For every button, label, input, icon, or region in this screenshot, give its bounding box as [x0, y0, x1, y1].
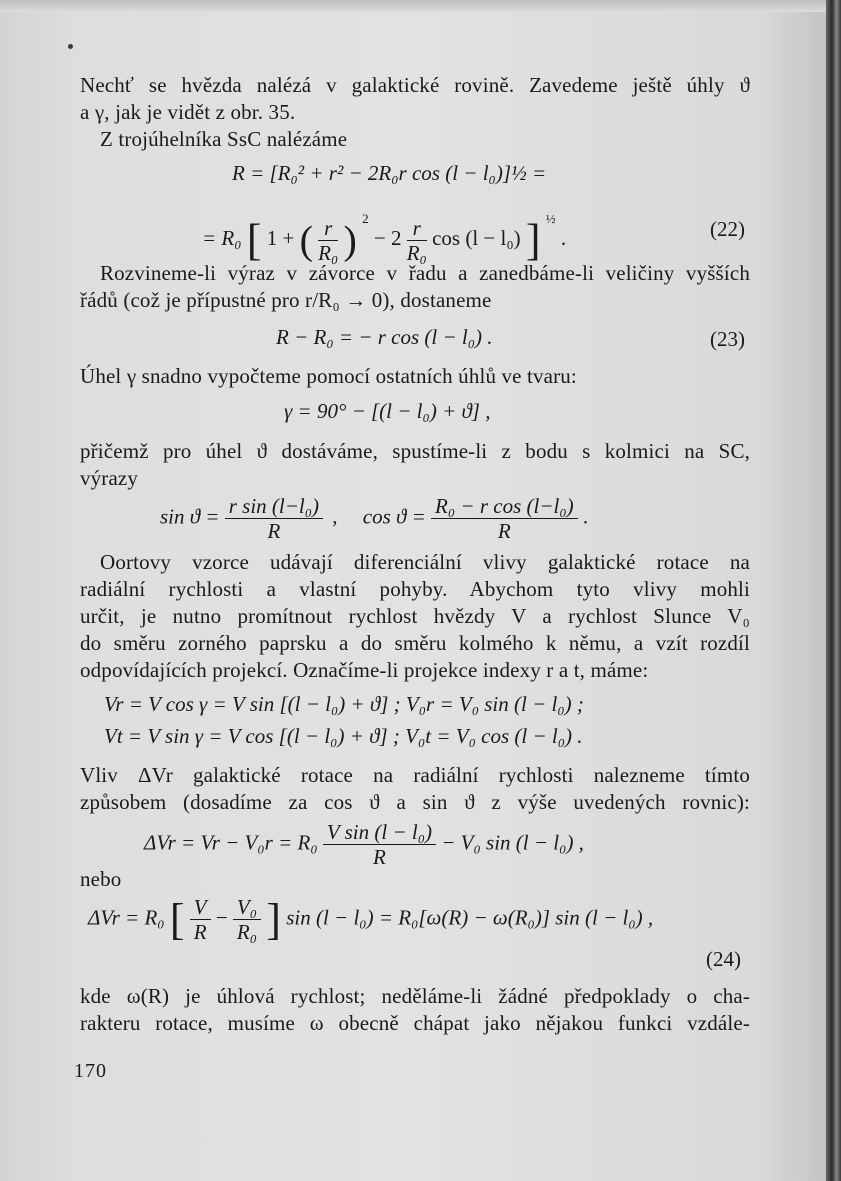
speck [68, 44, 73, 49]
equation-label: (23) [710, 327, 745, 351]
bracket-open: [ [169, 895, 185, 944]
frac-den: R [267, 519, 281, 543]
equation-22 [202, 205, 566, 265]
text-line: přičemž pro úhel ϑ dostáváme, spustíme-li z bodu s kolmici na SC, [80, 439, 750, 463]
text-line: způsobem (dosadíme za cos ϑ a sin ϑ z výše uvedených rovnic): [80, 790, 750, 814]
frac-den: R₀ [406, 240, 427, 265]
frac-den: R [497, 519, 511, 543]
equation-vr: Vr = V cos γ = V sin [(l − l₀) + ϑ] ; V₀r = V₀ sin (l − l₀) ; [104, 692, 584, 716]
eq-part: 1 + [266, 226, 295, 250]
page-number: 170 [74, 1060, 107, 1082]
text-line: do směru zorného paprsku a do směru kolmého k němu, a vzít rozdíl [80, 631, 750, 655]
eq-part: ΔVr = Vr − V₀r = R₀ [144, 830, 318, 855]
frac-num: V sin (l − l₀) [323, 820, 436, 845]
superscript: ½ [545, 211, 556, 226]
text-line: řádů (což je přípustné pro r/R₀ → 0), dostaneme [80, 288, 492, 312]
equation-r: R = [R₀² + r² − 2R₀r cos (l − l₀)]½ = [232, 161, 547, 185]
equation-24 [88, 895, 653, 944]
text-line: Nechť se hvězda nalézá v galaktické rovině. Zavedeme ještě úhly ϑ [80, 73, 750, 97]
frac-num: V₀ [233, 895, 261, 920]
equation-sin-cos [160, 494, 588, 543]
top-shadow [0, 0, 826, 12]
text-line: Úhel γ snadno vypočteme pomocí ostatních úhlů ve tvaru: [80, 364, 577, 388]
eq-part: − [215, 905, 228, 930]
eq-part: . [560, 226, 567, 250]
equation-gamma: γ = 90° − [(l − l₀) + ϑ] , [284, 399, 491, 423]
eq-part: cos ϑ = [362, 504, 426, 529]
equation-vt: Vt = V sin γ = V cos [(l − l₀) + ϑ] ; V₀t = V₀ cos (l − l₀) . [104, 724, 583, 748]
book-edge [826, 0, 841, 1181]
equation-label: (24) [706, 947, 741, 971]
frac-num: V [190, 895, 211, 920]
text-line: rakteru rotace, musíme ω obecně chápat jako nějakou funkci vzdále- [80, 1011, 750, 1035]
eq-part: sin ϑ = [160, 504, 220, 529]
eq-part: ΔVr = R₀ [88, 905, 165, 930]
frac-den: R₀ [236, 920, 258, 944]
text-line: nebo [80, 867, 122, 891]
text-line: Vliv ΔVr galaktické rotace na radiální rychlosti nalezneme tímto [80, 763, 750, 787]
frac-den: R₀ [318, 240, 339, 265]
bracket-open: [ [246, 215, 262, 265]
frac-num: R₀ − r cos (l−l₀) [431, 494, 578, 519]
eq-part: = R₀ [202, 226, 242, 250]
text-line: Z trojúhelníka SsC nalézáme [100, 127, 348, 151]
text-line: Oortovy vzorce udávají diferenciální vlivy galaktické rotace na [100, 550, 750, 574]
frac-num: r [318, 216, 338, 241]
text-line: a γ, jak je vidět z obr. 35. [80, 100, 296, 124]
eq-part: . [582, 504, 589, 529]
eq-part: − V₀ sin (l − l₀) , [441, 830, 584, 855]
bracket-close: ] [266, 895, 281, 944]
frac-num: r [407, 216, 427, 241]
equation-dvr [144, 820, 584, 869]
eq-part: sin (l − l₀) = R₀[ω(R) − ω(R₀)] sin (l − l₀) , [286, 905, 654, 930]
text-line: odpovídajících projekcí. Označíme-li projekce indexy r a t, máme: [80, 658, 649, 682]
text-line: kde ω(R) je úhlová rychlost; neděláme-li žádné předpoklady o cha- [80, 984, 750, 1008]
text-line: výrazy [80, 466, 139, 490]
superscript: 2 [362, 211, 369, 226]
eq-part: , [332, 504, 338, 529]
frac-num: r sin (l−l₀) [225, 494, 323, 519]
eq-part: cos (l − l₀) [432, 226, 521, 250]
frac-den: R [373, 845, 386, 869]
paren-open: ( [299, 217, 313, 263]
equation-23: R − R₀ = − r cos (l − l₀) . [276, 325, 493, 349]
equation-label: (22) [710, 217, 745, 241]
text-line: radiální rychlosti a vlastní pohyby. Abychom tyto vlivy mohli [80, 577, 750, 601]
text-line: Rozvineme-li výraz v závorce v řadu a zanedbáme-li veličiny vyšších [100, 261, 750, 285]
eq-part: − 2 [373, 226, 402, 250]
bracket-close: ] [525, 215, 541, 265]
paren-close: ) [343, 217, 357, 263]
text-line: určit, je nutno promítnout rychlost hvězdy V a rychlost Slunce V₀ [80, 604, 750, 628]
frac-den: R [193, 920, 207, 944]
